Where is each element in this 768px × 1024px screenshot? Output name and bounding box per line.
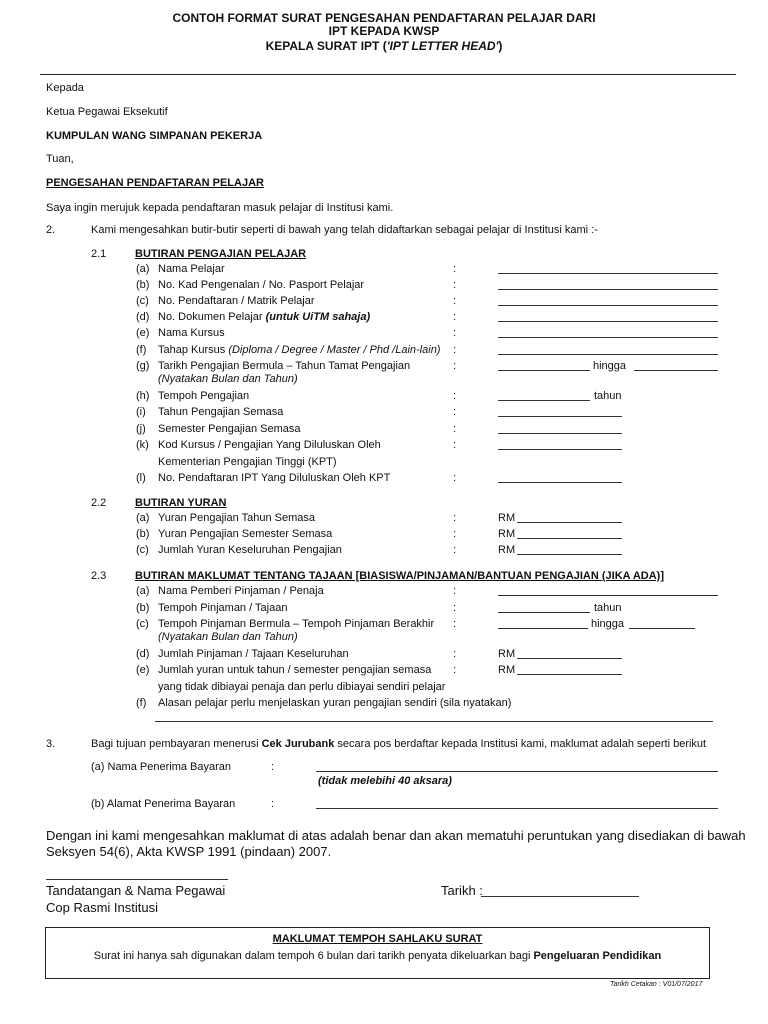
sec21-c-letter: (c): [136, 295, 149, 307]
sec21-j-letter: (j): [136, 423, 146, 435]
sec22-b-rm: RM: [498, 528, 516, 540]
sec23-c-start-field[interactable]: [498, 628, 588, 629]
sec21-number: 2.1: [91, 248, 107, 260]
sec21-i-field[interactable]: [498, 416, 622, 417]
sec22-number: 2.2: [91, 497, 107, 509]
sec22-b-letter: (b): [136, 528, 150, 540]
sec23-c-colon: :: [453, 618, 457, 630]
sec21-b-label: No. Kad Pengenalan / No. Pasport Pelajar: [158, 279, 365, 291]
sec22-b-colon: :: [453, 528, 457, 540]
sec22-a-field[interactable]: [517, 522, 622, 523]
sec21-c-label: No. Pendaftaran / Matrik Pelajar: [158, 295, 315, 307]
sec21-f-colon: :: [453, 344, 457, 356]
validity-text-pre: Surat ini hanya sah digunakan dalam tempoh 6 bulan dari tarikh penyata dikeluarkan bagi: [93, 950, 534, 962]
sec21-e-field[interactable]: [498, 337, 718, 338]
sec21-a-field[interactable]: [498, 273, 718, 274]
title-line-3-prefix: KEPALA SURAT IPT (: [265, 39, 387, 53]
sec23-e-label-2: yang tidak dibiayai penaja dan perlu dibiayai sendiri pelajar: [158, 681, 446, 693]
sec23-b-tahun: tahun: [594, 602, 622, 614]
sec22-heading: BUTIRAN YURAN: [135, 497, 227, 509]
sec21-g-label: Tarikh Pengajian Bermula – Tahun Tamat Pengajian: [158, 360, 411, 372]
title-line-3-suffix: ): [498, 39, 503, 53]
sec21-h-tahun: tahun: [594, 390, 622, 402]
sec23-number: 2.3: [91, 570, 107, 582]
print-date: Tarikh Cetakan : V01/07/2017: [610, 981, 703, 988]
sec21-b-colon: :: [453, 279, 457, 291]
sec23-d-rm: RM: [498, 648, 516, 660]
sec21-g-end-field[interactable]: [634, 370, 718, 371]
signature-line[interactable]: [46, 879, 228, 880]
sec23-e-label: Jumlah yuran untuk tahun / semester pengajian semasa: [158, 664, 432, 676]
sec21-c-colon: :: [453, 295, 457, 307]
sec21-f-field[interactable]: [498, 354, 718, 355]
address-to: Kepada: [46, 82, 84, 94]
sec23-a-label: Nama Pemberi Pinjaman / Penaja: [158, 585, 324, 597]
sec21-k-label: Kod Kursus / Pengajian Yang Diluluskan Oleh: [158, 439, 381, 451]
para2-text: Kami mengesahkan butir-butir seperti di bawah yang telah didaftarkan sebagai pelajar di Institusi kami :-: [91, 224, 598, 236]
validity-text-bold: Pengeluaran Pendidikan: [533, 950, 662, 962]
sec23-d-colon: :: [453, 648, 457, 660]
sec22-c-colon: :: [453, 544, 457, 556]
sec21-h-letter: (h): [136, 390, 150, 402]
salutation: Tuan,: [46, 153, 74, 165]
sec21-h-colon: :: [453, 390, 457, 402]
address-org: KUMPULAN WANG SIMPANAN PEKERJA: [46, 130, 263, 142]
sec23-f-label: Alasan pelajar perlu menjelaskan yuran pengajian sendiri (sila nyatakan): [158, 697, 512, 709]
sec21-g-note: (Nyatakan Bulan dan Tahun): [158, 373, 298, 385]
sec21-d-letter: (d): [136, 311, 150, 323]
header-divider: [40, 74, 736, 75]
sec21-i-letter: (i): [136, 406, 146, 418]
date-field[interactable]: [481, 896, 639, 897]
sec21-f-label: [158, 344, 440, 357]
para3-text-bold: Cek Jurubank: [261, 738, 335, 750]
sec21-d-note: (untuk UiTM sahaja): [265, 311, 371, 323]
sec23-b-label: Tempoh Pinjaman / Tajaan: [158, 602, 288, 614]
sec23-e-colon: :: [453, 664, 457, 676]
sec23-a-letter: (a): [136, 585, 150, 597]
sec21-d-label: [158, 311, 370, 324]
sec21-heading: BUTIRAN PENGAJIAN PELAJAR: [135, 248, 307, 260]
sec22-b-field[interactable]: [517, 538, 622, 539]
sec21-l-letter: (l): [136, 472, 146, 484]
sec23-f-letter: (f): [136, 697, 147, 709]
sec21-f-text: Tahap Kursus: [158, 344, 229, 356]
sec21-c-field[interactable]: [498, 305, 718, 306]
sec21-d-field[interactable]: [498, 321, 718, 322]
sec22-a-colon: :: [453, 512, 457, 524]
sec22-b-label: Yuran Pengajian Semester Semasa: [158, 528, 333, 540]
sec21-h-label: Tempoh Pengajian: [158, 390, 250, 402]
sec23-c-hingga: hingga: [591, 618, 625, 630]
sec21-e-letter: (e): [136, 327, 150, 339]
sec21-b-letter: (b): [136, 279, 150, 291]
para3-b-colon: :: [271, 798, 275, 810]
sec23-d-field[interactable]: [517, 658, 622, 659]
address-recipient: Ketua Pegawai Eksekutif: [46, 106, 168, 118]
sec23-e-rm: RM: [498, 664, 516, 676]
sec21-a-letter: (a): [136, 263, 150, 275]
sec21-g-colon: :: [453, 360, 457, 372]
subject: PENGESAHAN PENDAFTARAN PELAJAR: [46, 177, 264, 189]
sec21-j-field[interactable]: [498, 433, 622, 434]
sec23-b-letter: (b): [136, 602, 150, 614]
para3-a-colon: :: [271, 761, 275, 773]
sec22-c-label: Jumlah Yuran Keseluruhan Pengajian: [158, 544, 342, 556]
sec23-heading: BUTIRAN MAKLUMAT TENTANG TAJAAN [BIASISWA/PINJAMAN/BANTUAN PENGAJIAN (JIKA ADA)]: [135, 570, 664, 582]
sec21-e-colon: :: [453, 327, 457, 339]
signature-label: Tandatangan & Nama Pegawai: [46, 883, 226, 898]
sec22-a-label: Yuran Pengajian Tahun Semasa: [158, 512, 315, 524]
para3-text-post: secara pos berdaftar kepada Institusi kami, maklumat adalah seperti berikut: [334, 738, 707, 750]
sec21-j-colon: :: [453, 423, 457, 435]
sec23-c-end-field[interactable]: [629, 628, 695, 629]
sec23-a-field[interactable]: [498, 595, 718, 596]
sec23-a-colon: :: [453, 585, 457, 597]
title-line-3: [0, 40, 768, 53]
sec22-c-field[interactable]: [517, 554, 622, 555]
sec22-a-rm: RM: [498, 512, 516, 524]
intro-paragraph: Saya ingin merujuk kepada pendaftaran masuk pelajar di Institusi kami.: [46, 202, 394, 214]
para2-number: 2.: [46, 224, 56, 236]
sec21-l-colon: :: [453, 472, 457, 484]
sec21-e-label: Nama Kursus: [158, 327, 225, 339]
para3-a-note: (tidak melebihi 40 aksara): [318, 775, 452, 787]
sec21-k-field[interactable]: [498, 449, 622, 450]
para3-text-pre: Bagi tujuan pembayaran menerusi: [91, 738, 262, 750]
payee-name-field[interactable]: [316, 771, 718, 772]
sec21-a-colon: :: [453, 263, 457, 275]
title-line-1: CONTOH FORMAT SURAT PENGESAHAN PENDAFTARAN PELAJAR DARI: [172, 11, 596, 25]
sec21-g-hingga: hingga: [593, 360, 627, 372]
sec21-k-label-2: Kementerian Pengajian Tinggi (KPT): [158, 456, 337, 468]
sec23-d-label: Jumlah Pinjaman / Tajaan Keseluruhan: [158, 648, 349, 660]
stamp-label: Cop Rasmi Institusi: [46, 900, 158, 915]
sec21-k-letter: (k): [136, 439, 149, 451]
sec22-a-letter: (a): [136, 512, 150, 524]
sec21-a-label: Nama Pelajar: [158, 263, 225, 275]
sec21-b-field[interactable]: [498, 289, 718, 290]
sec23-f-field[interactable]: [155, 721, 713, 722]
sec21-f-note: (Diploma / Degree / Master / Phd /Lain-lain): [228, 344, 441, 356]
sec23-e-field[interactable]: [517, 674, 622, 675]
para3-b-label: (b) Alamat Penerima Bayaran: [91, 798, 236, 810]
sec21-i-colon: :: [453, 406, 457, 418]
sec23-b-colon: :: [453, 602, 457, 614]
sec21-g-start-field[interactable]: [498, 370, 590, 371]
sec21-l-field[interactable]: [498, 482, 622, 483]
sec23-e-letter: (e): [136, 664, 150, 676]
validity-text: [45, 950, 710, 963]
title-line-3-italic: 'IPT LETTER HEAD': [386, 39, 499, 53]
date-label: Tarikh :: [441, 883, 483, 898]
sec21-i-label: Tahun Pengajian Semasa: [158, 406, 284, 418]
sec21-f-letter: (f): [136, 344, 147, 356]
sec23-b-field[interactable]: [498, 612, 590, 613]
sec21-d-colon: :: [453, 311, 457, 323]
confirm-line-1: Dengan ini kami mengesahkan maklumat di atas adalah benar dan akan mematuhi peruntukan yang disediakan di bawah: [46, 828, 746, 843]
sec21-j-label: Semester Pengajian Semasa: [158, 423, 301, 435]
confirm-line-2: Seksyen 54(6), Akta KWSP 1991 (pindaan) 2007.: [46, 844, 332, 859]
payee-address-field[interactable]: [316, 808, 718, 809]
sec23-d-letter: (d): [136, 648, 150, 660]
para3-text: [91, 738, 706, 751]
para3-a-label: (a) Nama Penerima Bayaran: [91, 761, 232, 773]
sec21-d-text: No. Dokumen Pelajar: [158, 311, 266, 323]
sec23-c-label: Tempoh Pinjaman Bermula – Tempoh Pinjaman Berakhir: [158, 618, 435, 630]
sec22-c-rm: RM: [498, 544, 516, 556]
sec21-k-colon: :: [453, 439, 457, 451]
sec21-h-field[interactable]: [498, 400, 590, 401]
sec23-c-note: (Nyatakan Bulan dan Tahun): [158, 631, 298, 643]
sec21-l-label: No. Pendaftaran IPT Yang Diluluskan Oleh KPT: [158, 472, 391, 484]
title-line-2: IPT KEPADA KWSP: [328, 24, 440, 38]
validity-heading: MAKLUMAT TEMPOH SAHLAKU SURAT: [272, 933, 483, 945]
sec23-c-letter: (c): [136, 618, 149, 630]
sec22-c-letter: (c): [136, 544, 149, 556]
sec21-g-letter: (g): [136, 360, 150, 372]
para3-number: 3.: [46, 738, 56, 750]
